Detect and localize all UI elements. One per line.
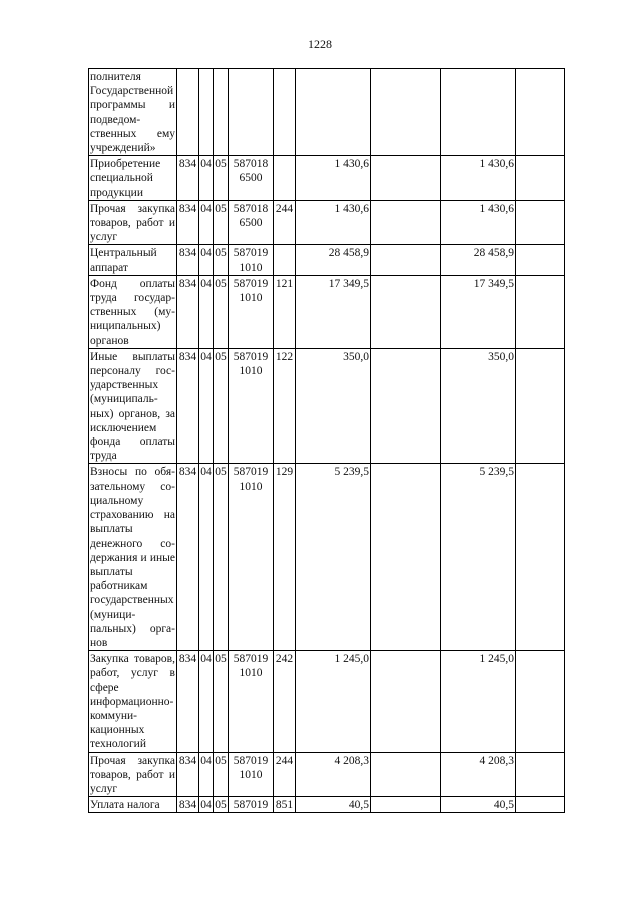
- cell-sum-second: [441, 69, 516, 156]
- cell-empty: [371, 245, 441, 275]
- table-row: [89, 200, 565, 245]
- cell-subsection: 05: [214, 200, 229, 245]
- cell-target-article: 587018 6500: [229, 156, 274, 201]
- cell-section: 04: [199, 200, 214, 245]
- cell-section: 04: [199, 651, 214, 752]
- cell-empty: [371, 797, 441, 813]
- cell-subsection: [214, 69, 229, 156]
- cell-target-article: 587019 1010: [229, 752, 274, 797]
- cell-expense-type: 244: [274, 200, 296, 245]
- cell-subsection: 05: [214, 348, 229, 464]
- cell-name: Иные выплаты персоналу государственных (муниципальных) органов, за исключением фонда оплаты труда: [89, 348, 177, 464]
- cell-name: Прочая закупка товаров, работ и услуг: [89, 752, 177, 797]
- cell-admin-code: 834: [177, 752, 199, 797]
- cell-target-article: 587019 1010: [229, 651, 274, 752]
- cell-sum-second: 1 430,6: [441, 156, 516, 201]
- cell-expense-type: 122: [274, 348, 296, 464]
- cell-expense-type: 244: [274, 752, 296, 797]
- cell-target-article: 587019 1010: [229, 348, 274, 464]
- cell-empty: [371, 275, 441, 348]
- cell-name: Закупка товаров, работ, услуг в сфере информационно-коммуникационных технологий: [89, 651, 177, 752]
- cell-expense-type: 242: [274, 651, 296, 752]
- cell-expense-type: 851: [274, 797, 296, 813]
- table-row: [89, 156, 565, 201]
- cell-empty: [516, 797, 565, 813]
- cell-admin-code: 834: [177, 464, 199, 651]
- cell-name: Приобретение специальной продукции: [89, 156, 177, 201]
- cell-empty: [371, 156, 441, 201]
- cell-name: Центральный аппарат: [89, 245, 177, 275]
- cell-subsection: 05: [214, 245, 229, 275]
- cell-sum-total: 350,0: [296, 348, 371, 464]
- cell-admin-code: 834: [177, 245, 199, 275]
- cell-expense-type: 121: [274, 275, 296, 348]
- cell-section: 04: [199, 464, 214, 651]
- cell-empty: [516, 245, 565, 275]
- cell-subsection: 05: [214, 797, 229, 813]
- cell-target-article: [229, 69, 274, 156]
- cell-target-article: 587019 1010: [229, 245, 274, 275]
- table-body: [89, 69, 565, 813]
- cell-empty: [371, 200, 441, 245]
- cell-empty: [516, 156, 565, 201]
- cell-section: 04: [199, 275, 214, 348]
- cell-empty: [371, 348, 441, 464]
- cell-name: полнителя Государственной программы и подведомственных ему учреждений»: [89, 69, 177, 156]
- cell-admin-code: 834: [177, 156, 199, 201]
- table-row: [89, 348, 565, 464]
- cell-empty: [516, 752, 565, 797]
- cell-admin-code: 834: [177, 651, 199, 752]
- cell-sum-total: 17 349,5: [296, 275, 371, 348]
- table-row: [89, 245, 565, 275]
- cell-section: 04: [199, 797, 214, 813]
- cell-sum-total: 1 245,0: [296, 651, 371, 752]
- cell-sum-total: 4 208,3: [296, 752, 371, 797]
- cell-empty: [371, 69, 441, 156]
- cell-admin-code: 834: [177, 348, 199, 464]
- cell-empty: [516, 200, 565, 245]
- cell-expense-type: [274, 69, 296, 156]
- cell-section: 04: [199, 348, 214, 464]
- cell-expense-type: 129: [274, 464, 296, 651]
- table-row: [89, 464, 565, 651]
- cell-subsection: 05: [214, 651, 229, 752]
- cell-expense-type: [274, 245, 296, 275]
- cell-section: 04: [199, 752, 214, 797]
- cell-empty: [516, 464, 565, 651]
- cell-sum-total: 40,5: [296, 797, 371, 813]
- cell-sum-total: 28 458,9: [296, 245, 371, 275]
- cell-admin-code: 834: [177, 200, 199, 245]
- cell-empty: [371, 464, 441, 651]
- table-row: [89, 275, 565, 348]
- cell-empty: [371, 651, 441, 752]
- cell-empty: [516, 348, 565, 464]
- cell-sum-second: 5 239,5: [441, 464, 516, 651]
- cell-sum-total: 1 430,6: [296, 200, 371, 245]
- cell-admin-code: 834: [177, 797, 199, 813]
- cell-name: Фонд оплаты труда государственных (муниципальных) органов: [89, 275, 177, 348]
- table-row: [89, 797, 565, 813]
- cell-sum-second: 40,5: [441, 797, 516, 813]
- cell-sum-total: 1 430,6: [296, 156, 371, 201]
- cell-expense-type: [274, 156, 296, 201]
- cell-subsection: 05: [214, 275, 229, 348]
- cell-sum-second: 28 458,9: [441, 245, 516, 275]
- cell-target-article: 587019: [229, 797, 274, 813]
- cell-target-article: 587018 6500: [229, 200, 274, 245]
- cell-subsection: 05: [214, 156, 229, 201]
- page-number: 1228: [308, 37, 332, 51]
- cell-sum-second: 4 208,3: [441, 752, 516, 797]
- cell-subsection: 05: [214, 464, 229, 651]
- table-row: [89, 651, 565, 752]
- cell-sum-second: 1 245,0: [441, 651, 516, 752]
- table-row: [89, 752, 565, 797]
- cell-admin-code: [177, 69, 199, 156]
- cell-target-article: 587019 1010: [229, 275, 274, 348]
- budget-table: [88, 68, 565, 813]
- cell-empty: [516, 69, 565, 156]
- cell-empty: [371, 752, 441, 797]
- cell-section: [199, 69, 214, 156]
- cell-empty: [516, 275, 565, 348]
- cell-target-article: 587019 1010: [229, 464, 274, 651]
- table-row: [89, 69, 565, 156]
- cell-subsection: 05: [214, 752, 229, 797]
- cell-sum-total: 5 239,5: [296, 464, 371, 651]
- cell-empty: [516, 651, 565, 752]
- cell-sum-second: 350,0: [441, 348, 516, 464]
- cell-name: Взносы по обязательному социальному страхованию на выплаты денежного содержания и иные выплаты работникам государственных (муниципальных) органов: [89, 464, 177, 651]
- cell-admin-code: 834: [177, 275, 199, 348]
- cell-sum-second: 1 430,6: [441, 200, 516, 245]
- cell-sum-total: [296, 69, 371, 156]
- cell-section: 04: [199, 156, 214, 201]
- cell-name: Прочая закупка товаров, работ и услуг: [89, 200, 177, 245]
- cell-section: 04: [199, 245, 214, 275]
- cell-sum-second: 17 349,5: [441, 275, 516, 348]
- cell-name: Уплата налога: [89, 797, 177, 813]
